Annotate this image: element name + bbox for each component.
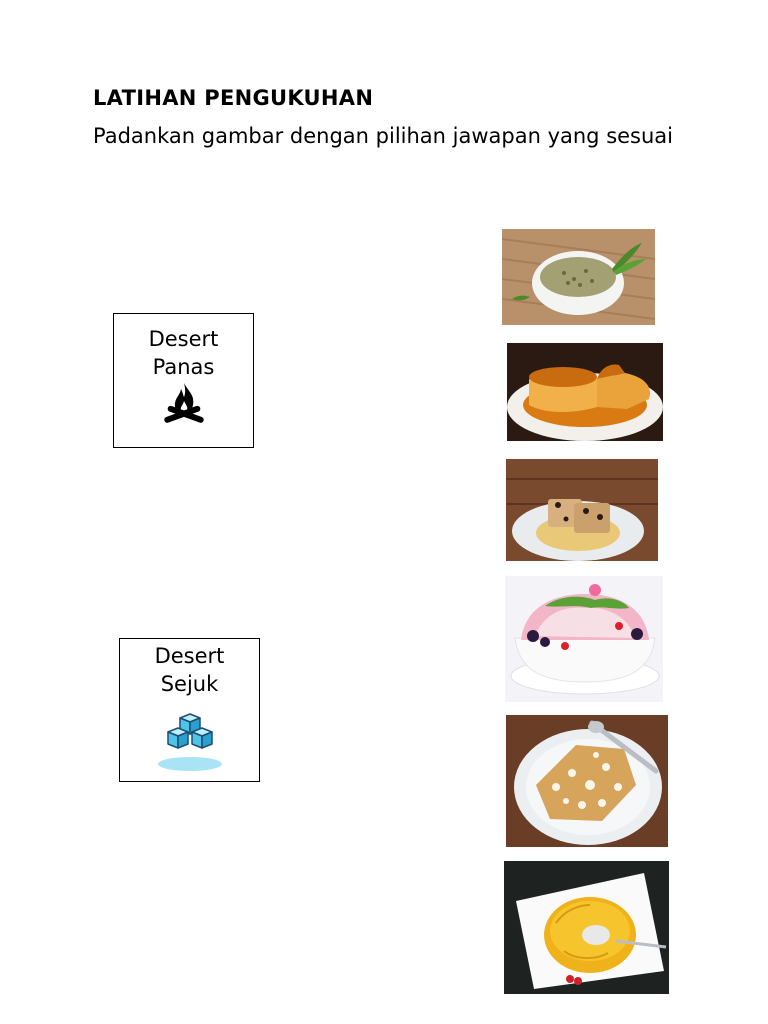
instruction-text: Padankan gambar dengan pilihan jawapan yang sesuai bbox=[93, 124, 674, 148]
hot-dessert-label-line2: Panas bbox=[152, 355, 215, 379]
jelly-ring-photo[interactable] bbox=[504, 861, 669, 994]
green-bean-porridge-photo[interactable] bbox=[502, 229, 655, 325]
page-title: LATIHAN PENGUKUHAN bbox=[93, 86, 374, 110]
campfire-icon bbox=[162, 381, 206, 429]
shaved-ice-photo[interactable] bbox=[505, 576, 663, 702]
cold-dessert-label-line1: Desert bbox=[154, 644, 225, 668]
hot-dessert-card[interactable] bbox=[113, 313, 254, 448]
cold-dessert-label-line2: Sejuk bbox=[160, 672, 219, 696]
cold-dessert-label bbox=[120, 639, 259, 698]
hot-dessert-label-line1: Desert bbox=[148, 327, 219, 351]
hot-dessert-label bbox=[114, 314, 253, 381]
caramel-pudding-photo[interactable] bbox=[507, 343, 663, 441]
cold-dessert-card[interactable] bbox=[119, 638, 260, 782]
ice-cubes-icon bbox=[154, 712, 226, 774]
coconut-dessert-photo[interactable] bbox=[506, 715, 668, 847]
bread-pudding-photo[interactable] bbox=[506, 459, 658, 561]
